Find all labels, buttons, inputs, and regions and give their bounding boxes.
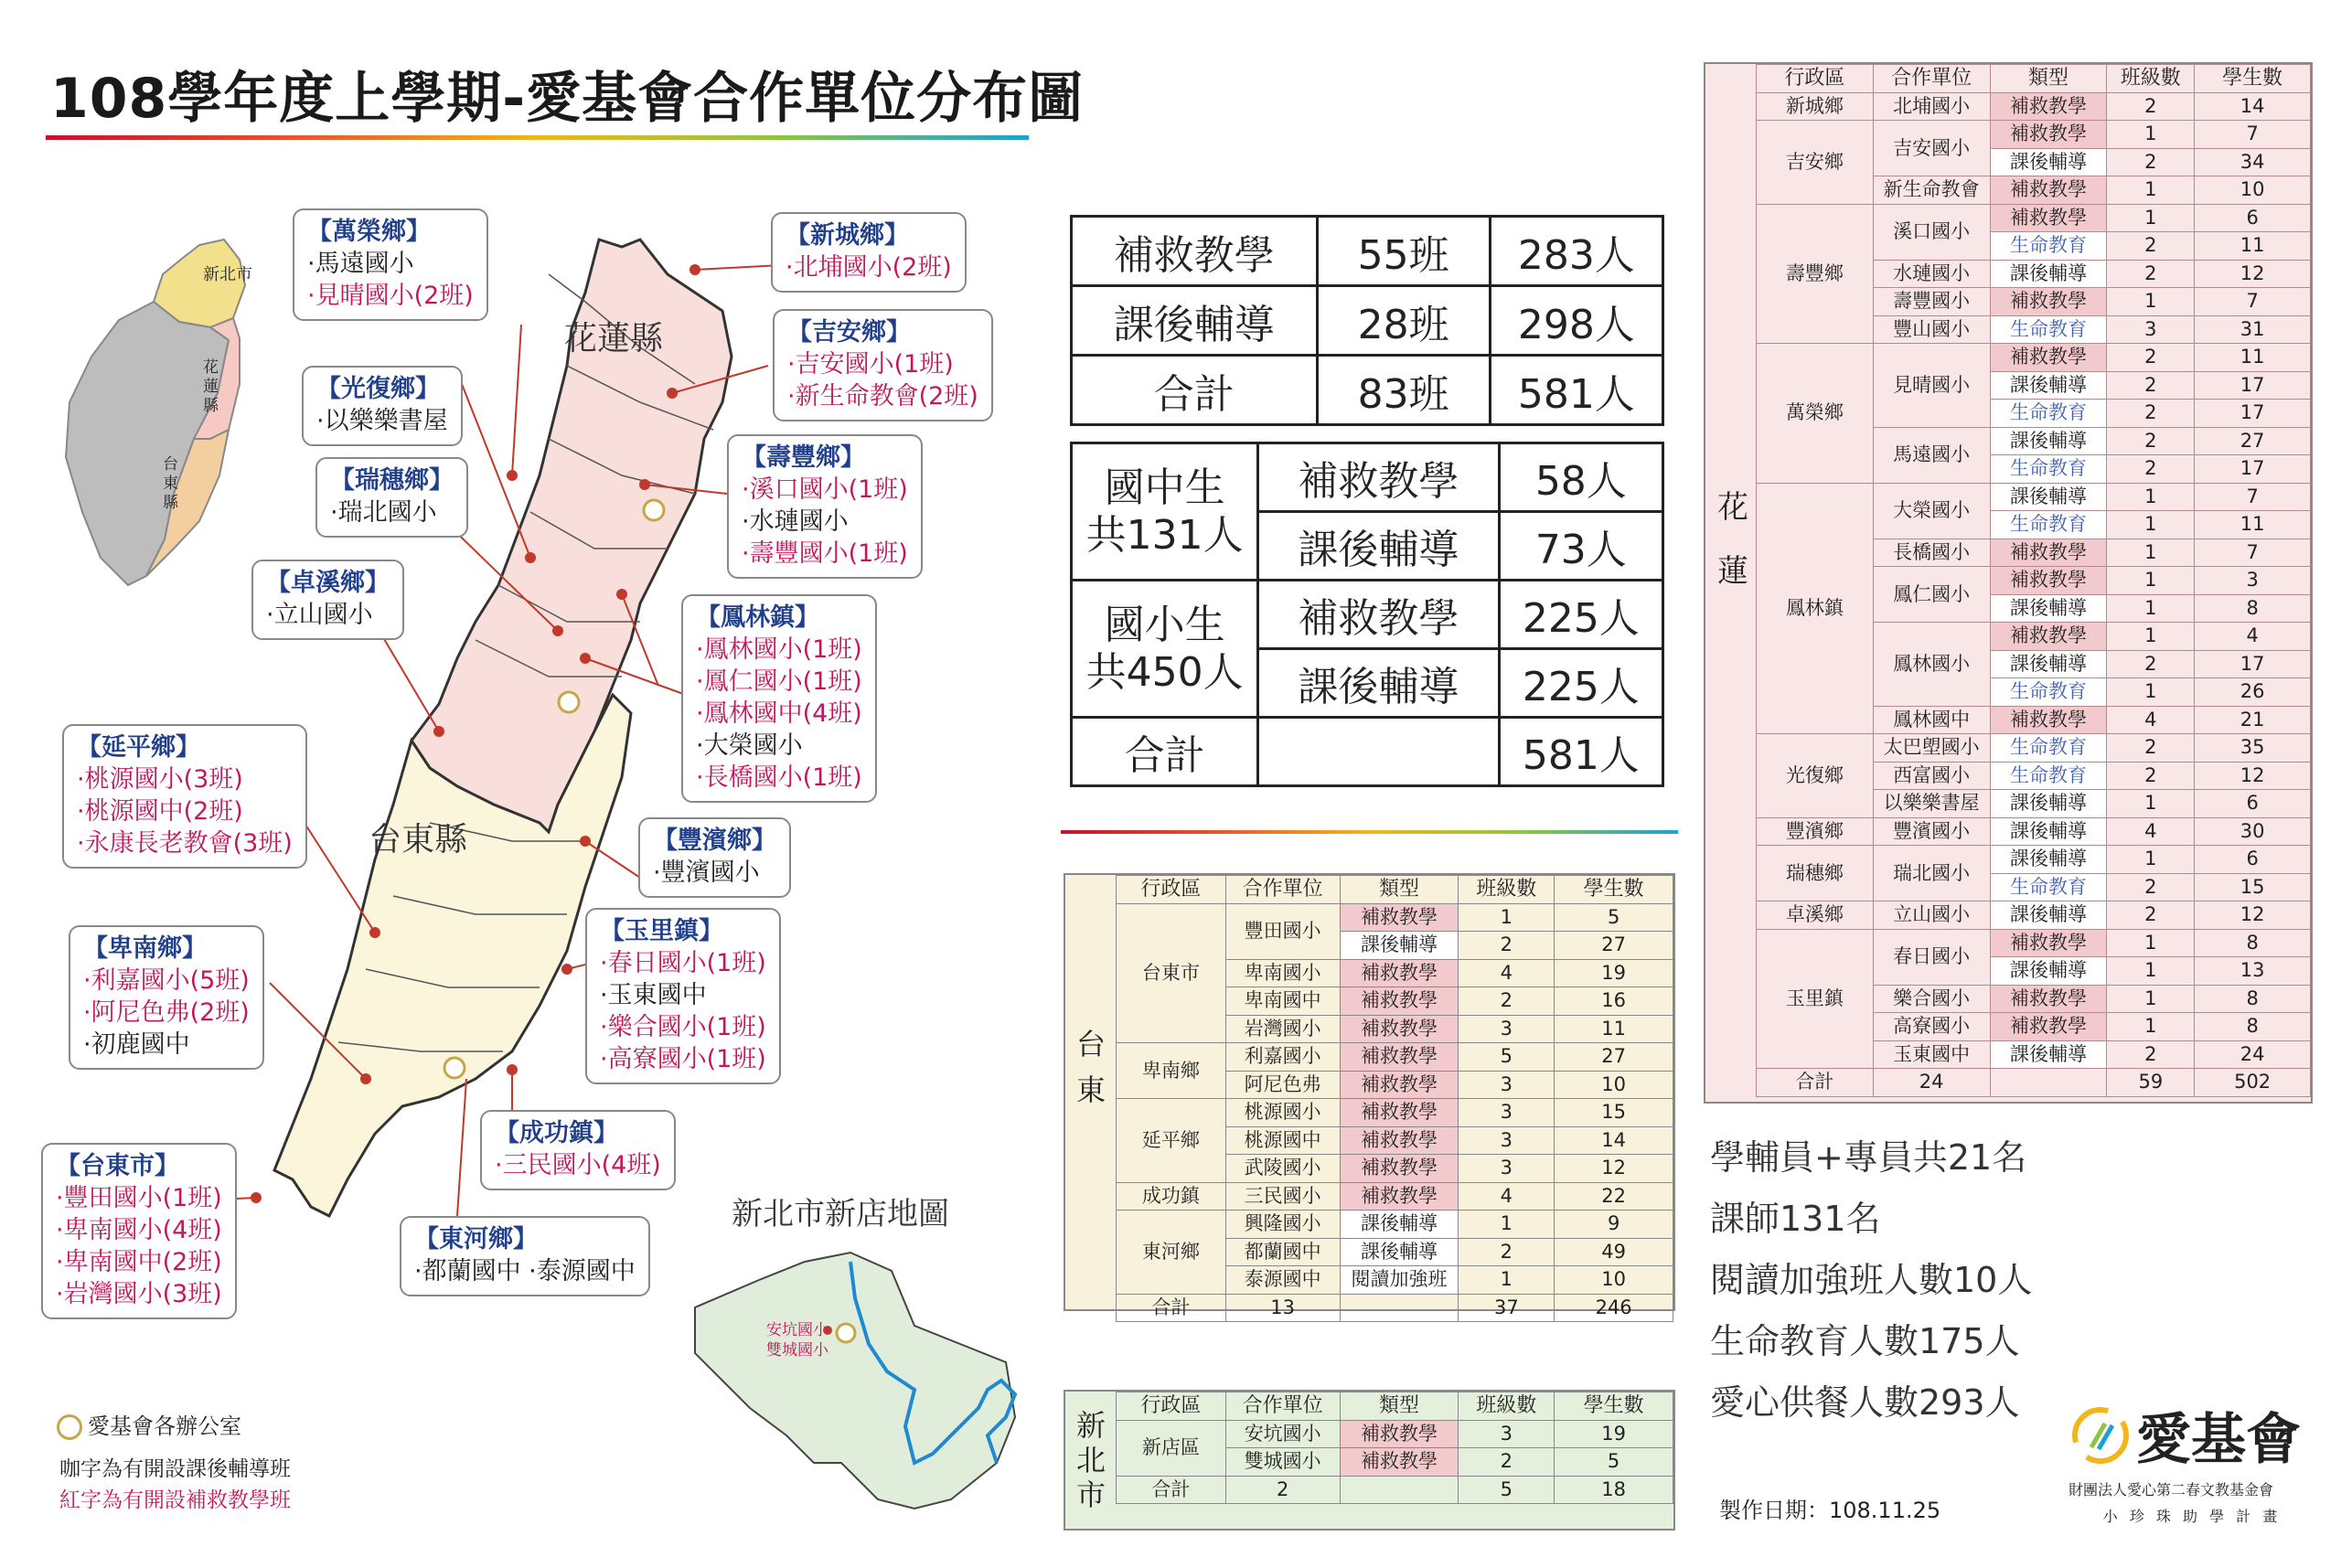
callout-item: ·卑南國小(4班) — [56, 1216, 222, 1244]
legend-black-note: 咖字為有開設課後輔導班 — [59, 1457, 291, 1481]
summary-table-1 — [1070, 215, 1664, 426]
callout-heading: 【壽豐鄉】 — [742, 443, 865, 472]
callout-item: ·溪口國小(1班) — [742, 475, 908, 504]
callout-item: ·吉安國小(1班) — [787, 350, 954, 379]
callout-item: ·長橋國小(1班) — [696, 763, 862, 792]
table-row: 壽豐鄉 溪口國小 補救教學 1 6 — [1757, 204, 2311, 232]
stat-teachers: 課師131名 — [1710, 1199, 1881, 1239]
callout-item: ·岩灣國小(3班) — [56, 1280, 222, 1308]
table-row: 台東市 豐田國小 補救教學 1 5 — [1117, 903, 1673, 932]
callout-heading: 【台東市】 — [56, 1152, 179, 1180]
table-row: 卑南國小 補救教學 4 19 — [1117, 959, 1673, 987]
newtaipei-table-wrap — [1064, 1390, 1675, 1531]
table-row: 生命教育 1 26 — [1757, 678, 2311, 707]
callout-item: ·玉東國中 — [600, 981, 707, 1009]
table-row: 鳳林國中 補救教學 4 21 — [1757, 706, 2311, 734]
table-row: 都蘭國中 課後輔導 2 49 — [1117, 1238, 1673, 1266]
office-icon — [57, 1414, 82, 1440]
table-total-row: 合計 2 5 18 — [1117, 1476, 1673, 1504]
column-header: 合作單位 — [1225, 876, 1340, 904]
table-row: 卑南國中 補救教學 2 16 — [1117, 987, 1673, 1016]
column-header: 類型 — [1990, 65, 2107, 93]
callout-heading: 【吉安鄉】 — [787, 318, 911, 347]
callout-heading: 【延平鄉】 — [77, 733, 200, 762]
callout-wanrong — [293, 208, 488, 321]
callout-item: ·見晴國小(2班) — [307, 282, 474, 310]
taitung-region-label: 台 東 — [1075, 1027, 1106, 1107]
callout-item: ·鳳仁國小(1班) — [696, 667, 862, 696]
logo-org: 財團法人愛心第二春文教基金會 — [2068, 1481, 2274, 1499]
page-title: 108學年度上學期-愛基會合作單位分布圖 — [50, 67, 1085, 131]
callout-item: ·壽豐國小(1班) — [742, 539, 908, 568]
table-row: 高寮國小 補救教學 1 8 — [1757, 1013, 2311, 1041]
callout-taitungcity — [41, 1143, 237, 1319]
column-header: 行政區 — [1117, 1392, 1226, 1421]
callout-fenglin — [681, 594, 877, 803]
column-header: 學生數 — [1555, 1392, 1673, 1421]
callout-heading: 【光復鄉】 — [316, 375, 440, 403]
callout-chenggong — [480, 1110, 676, 1190]
table-row: 以樂樂書屋 課後輔導 1 6 — [1757, 790, 2311, 818]
newtaipei-region-label: 新 北 市 — [1075, 1408, 1106, 1512]
table-row: 豐濱鄉 豐濱國小 課後輔導 4 30 — [1757, 817, 2311, 846]
hualien-region-label: 花 蓮 — [1717, 489, 1748, 590]
table-row: 馬遠國小 課後輔導 2 27 — [1757, 427, 2311, 455]
table-row: 新店區 安坑國小 補救教學 3 19 — [1117, 1420, 1673, 1448]
table-row: 卑南鄉 利嘉國小 補救教學 5 27 — [1117, 1043, 1673, 1072]
callout-item: ·以樂樂書屋 — [316, 407, 448, 435]
callout-item: ·鳳林國小(1班) — [696, 635, 862, 664]
junior-label-cell: 國中生 共131人 — [1072, 443, 1258, 581]
callout-item: ·永康長老教會(3班) — [77, 829, 293, 858]
callout-heading: 【萬榮鄉】 — [307, 218, 431, 246]
summary-row: 合計 83班 581人 — [1072, 356, 1663, 425]
legend-red-note: 紅字為有開設補救教學班 — [59, 1488, 291, 1512]
table-row: 生命教育 2 11 — [1757, 232, 2311, 261]
legend-office: 愛基會各辦公室 — [57, 1408, 241, 1440]
column-header: 合作單位 — [1225, 1392, 1340, 1421]
callout-item: ·高寮國小(1班) — [600, 1045, 766, 1073]
taitung-table — [1116, 875, 1673, 1322]
column-header: 學生數 — [2195, 65, 2311, 93]
summary-table-2: 國中生 共131人 補救教學 58人 課後輔導 73人 國小生 共450人 補救教學 225人 課後輔導 225人 合計 581人 — [1070, 442, 1664, 787]
table-row: 樂合國小 補救教學 1 8 — [1757, 985, 2311, 1013]
callout-item: ·豐田國小(1班) — [56, 1184, 222, 1212]
logo-sub: 小 珍 珠 助 學 計 畫 — [2102, 1508, 2282, 1525]
table-row: 長橋國小 補救教學 1 7 — [1757, 539, 2311, 567]
table-row: 壽豐國小 補救教學 1 7 — [1757, 288, 2311, 316]
logo — [2068, 1396, 2315, 1526]
table-row: 岩灣國小 補救教學 3 11 — [1117, 1015, 1673, 1043]
callout-heading: 【卑南鄉】 — [83, 934, 207, 963]
table-row: 阿尼色弗 補救教學 3 10 — [1117, 1071, 1673, 1099]
hualien-county-label: 花蓮縣 — [564, 320, 664, 357]
table-row: 生命教育 1 11 — [1757, 511, 2311, 539]
callout-item: ·馬遠國小 — [307, 250, 414, 278]
table-row: 雙城國小 補救教學 2 5 — [1117, 1448, 1673, 1477]
table-row: 延平鄉 桃源國小 補救教學 3 15 — [1117, 1099, 1673, 1127]
callout-donghe — [400, 1216, 650, 1296]
table-header-row — [1757, 65, 2311, 93]
callout-jian — [773, 309, 993, 421]
callout-item: ·阿尼色弗(2班) — [83, 998, 250, 1027]
stat-meals: 愛心供餐人數293人 — [1710, 1382, 2020, 1423]
newtaipei-table — [1116, 1392, 1673, 1504]
xindian-map-title: 新北市新店地圖 — [732, 1196, 949, 1232]
inset-hualien-label: 花 蓮 縣 — [203, 358, 219, 415]
callout-fengbin — [638, 817, 791, 898]
table-row: 武陵國小 補救教學 3 12 — [1117, 1155, 1673, 1183]
column-header: 類型 — [1340, 876, 1459, 904]
table-row: 吉安鄉 吉安國小 補救教學 1 7 — [1757, 121, 2311, 149]
callout-item: ·鳳林國中(4班) — [696, 699, 862, 728]
callout-item: ·都蘭國中 ·泰源國中 — [414, 1257, 636, 1285]
hualien-table — [1756, 64, 2311, 1097]
column-header: 類型 — [1340, 1392, 1459, 1421]
table-row: 課後輔導 1 8 — [1757, 594, 2311, 623]
table-total-row: 合計 13 37 246 — [1117, 1294, 1673, 1322]
callout-item: ·立山國小 — [266, 601, 373, 629]
inset-newtaipei-label: 新北市 — [203, 265, 252, 284]
table-row: 鳳林鎮 大榮國小 課後輔導 1 7 — [1757, 483, 2311, 511]
table-header-row — [1117, 1392, 1673, 1421]
callout-yuli — [585, 908, 781, 1084]
table-row: 萬榮鄉 見晴國小 補救教學 2 11 — [1757, 344, 2311, 372]
callout-item: ·桃源國小(3班) — [77, 765, 243, 794]
column-header: 班級數 — [1459, 876, 1555, 904]
hualien-table-wrap — [1704, 62, 2313, 1104]
callout-guangfu — [302, 366, 463, 446]
callout-item: ·樂合國小(1班) — [600, 1013, 766, 1041]
table-row: 生命教育 2 15 — [1757, 873, 2311, 901]
table-header-row — [1117, 876, 1673, 904]
logo-icon — [2068, 1403, 2133, 1467]
column-header: 合作單位 — [1873, 65, 1990, 93]
summary-row: 課後輔導 28班 298人 — [1072, 286, 1663, 356]
callout-ruisui — [315, 457, 468, 538]
table-row: 生命教育 2 17 — [1757, 455, 2311, 484]
table-row: 課後輔導 1 13 — [1757, 957, 2311, 986]
table-row: 桃源國中 補救教學 3 14 — [1117, 1126, 1673, 1155]
callout-heading: 【東河鄉】 — [414, 1225, 538, 1253]
table-row: 新城鄉 北埔國小 補救教學 2 14 — [1757, 92, 2311, 121]
elem-label-cell: 國小生 共450人 — [1072, 581, 1258, 718]
callout-shoufeng — [727, 434, 923, 579]
callout-item: ·卑南國中(2班) — [56, 1248, 222, 1276]
table-row: 玉東國中 課後輔導 2 24 — [1757, 1040, 2311, 1069]
inset-taitung-label: 台 東 縣 — [163, 455, 178, 512]
callout-beinan — [69, 925, 264, 1070]
section-divider — [1061, 830, 1678, 834]
taitung-county-label: 台東縣 — [369, 821, 468, 859]
column-header: 行政區 — [1757, 65, 1874, 93]
table-row: 課後輔導 2 27 — [1117, 932, 1673, 960]
table-row: 新生命教會 補救教學 1 10 — [1757, 176, 2311, 205]
table-row: 課後輔導 2 17 — [1757, 371, 2311, 400]
callout-item: ·三民國小(4班) — [495, 1151, 661, 1179]
callout-item: ·新生命教會(2班) — [787, 382, 978, 411]
table-row: 東河鄉 興隆國小 課後輔導 1 9 — [1117, 1211, 1673, 1239]
table-row: 泰源國中 閱讀加強班 1 10 — [1117, 1266, 1673, 1295]
callout-item: ·豐濱國小 — [653, 859, 760, 887]
callout-xincheng — [771, 212, 967, 293]
column-header: 學生數 — [1555, 876, 1673, 904]
callout-item: ·春日國小(1班) — [600, 949, 766, 977]
callout-heading: 【玉里鎮】 — [600, 917, 723, 945]
table-row: 成功鎮 三民國小 補救教學 4 22 — [1117, 1182, 1673, 1211]
stat-reading: 閱讀加強班人數10人 — [1710, 1260, 2033, 1300]
taitung-table-wrap — [1064, 873, 1675, 1318]
callout-heading: 【新城鄉】 — [786, 221, 909, 250]
table-row: 課後輔導 2 17 — [1757, 650, 2311, 678]
callout-item: ·桃源國中(2班) — [77, 797, 243, 826]
callout-zhuoxi — [251, 560, 404, 640]
table-row: 水璉國小 課後輔導 2 12 — [1757, 260, 2311, 288]
column-header: 班級數 — [1459, 1392, 1555, 1421]
table-row: 西富國小 生命教育 2 12 — [1757, 762, 2311, 790]
table-total-row: 合計 24 59 502 — [1757, 1069, 2311, 1097]
stat-life-education: 生命教育人數175人 — [1710, 1321, 2020, 1361]
table-row: 光復鄉 太巴塱國小 生命教育 2 35 — [1757, 734, 2311, 763]
column-header: 行政區 — [1117, 876, 1226, 904]
callout-heading: 【卓溪鄉】 — [266, 569, 390, 597]
callout-item: ·初鹿國中 — [83, 1030, 190, 1059]
callout-heading: 【瑞穗鄉】 — [330, 466, 454, 495]
callout-heading: 【豐濱鄉】 — [653, 827, 776, 855]
callout-yanping — [62, 724, 307, 869]
xindian-school-labels: 安坑國小 雙城國小 — [766, 1321, 828, 1360]
callout-item: ·瑞北國小 — [330, 498, 437, 527]
callout-item: ·水璉國小 — [742, 507, 849, 536]
table-row: 豐山國小 生命教育 3 31 — [1757, 315, 2311, 344]
table-row: 鳳林國小 補救教學 1 4 — [1757, 623, 2311, 651]
table-row: 生命教育 2 17 — [1757, 400, 2311, 428]
table-row: 玉里鎮 春日國小 補救教學 1 8 — [1757, 929, 2311, 957]
table-row: 卓溪鄉 立山國小 課後輔導 2 12 — [1757, 901, 2311, 930]
table-row: 鳳仁國小 補救教學 1 3 — [1757, 567, 2311, 595]
summary-row: 補救教學 55班 283人 — [1072, 217, 1663, 286]
column-header: 班級數 — [2107, 65, 2195, 93]
callout-heading: 【鳳林鎮】 — [696, 603, 819, 632]
logo-name: 愛基會 — [2136, 1408, 2301, 1472]
callout-item: ·利嘉國小(5班) — [83, 966, 250, 995]
stat-staff: 學輔員+專員共21名 — [1710, 1137, 2027, 1178]
creation-date: 製作日期：108.11.25 — [1719, 1498, 1941, 1523]
callout-item: ·大榮國小 — [696, 731, 803, 760]
table-row: 瑞穗鄉 瑞北國小 課後輔導 1 6 — [1757, 846, 2311, 874]
table-row: 課後輔導 2 34 — [1757, 148, 2311, 176]
callout-heading: 【成功鎮】 — [495, 1119, 618, 1147]
xindian-map — [695, 1253, 1015, 1509]
callout-item: ·北埔國小(2班) — [786, 253, 952, 282]
